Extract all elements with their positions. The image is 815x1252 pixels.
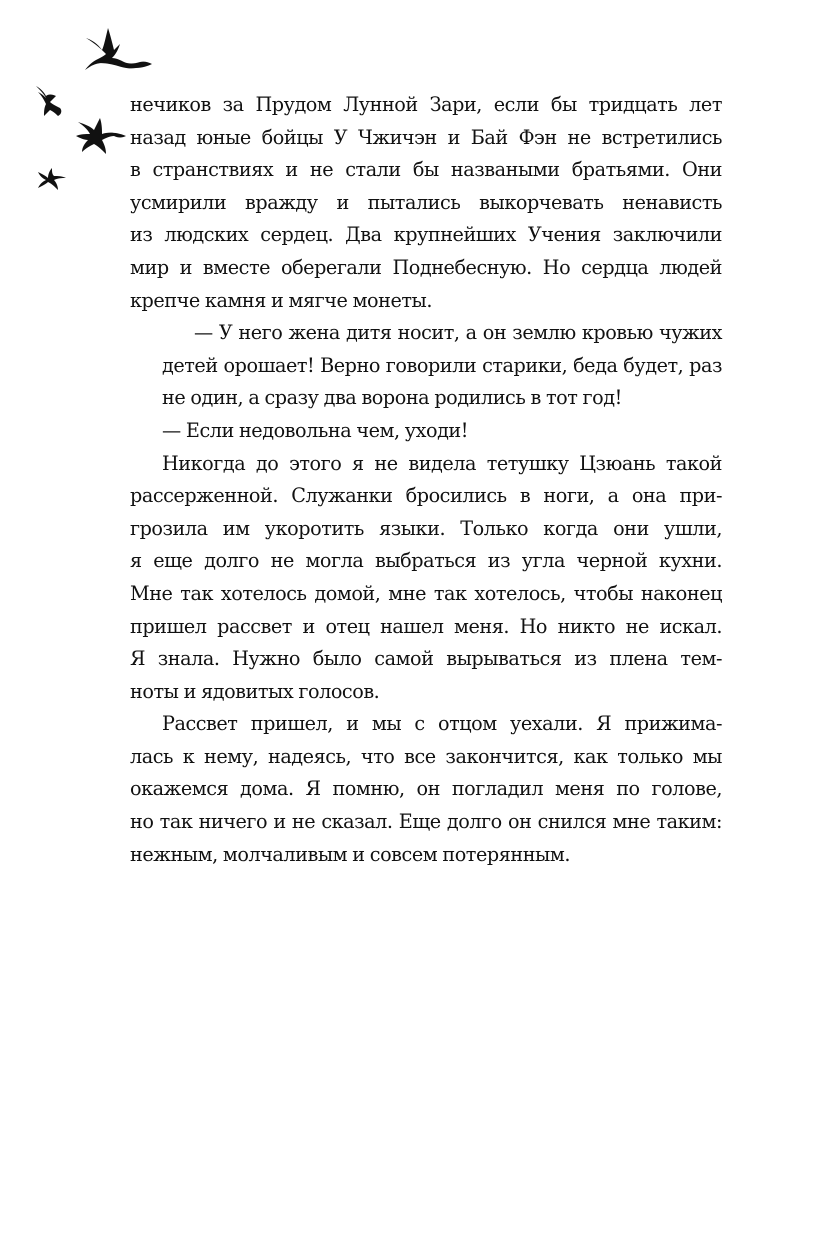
crow-icon xyxy=(70,116,128,158)
text-line: я еще долго не могла выбраться из угла черной кухни. xyxy=(130,549,722,573)
text-line: назад юные бойцы У Чжичэн и Бай Фэн не встретились xyxy=(130,125,722,149)
text-line: в странствиях и не стали бы назваными братьями. Они xyxy=(130,158,722,182)
text-line: грозила им укоротить языки. Только когда они ушли, xyxy=(130,516,722,540)
text-line: Рассвет пришел, и мы с отцом уехали. Я прижима- xyxy=(162,712,722,736)
text-line: из людских сердец. Два крупнейших Учения заключили xyxy=(130,223,722,247)
text-line: детей орошает! Верно говорили старики, беда будет, раз xyxy=(162,353,722,377)
text-line: Мне так хотелось домой, мне так хотелось, чтобы наконец xyxy=(130,581,722,605)
paragraph xyxy=(130,448,722,709)
text-line: — Если недовольна чем, уходи! xyxy=(162,418,469,442)
paragraph xyxy=(130,708,722,871)
crow-icon xyxy=(34,84,64,118)
text-line: лась к нему, надеясь, что все закончится, как только мы xyxy=(130,744,722,768)
text-line: окажемся дома. Я помню, он погладил меня по голове, xyxy=(130,777,722,801)
dialogue-paragraph xyxy=(130,317,722,415)
body-text xyxy=(130,89,722,871)
text-line: нежным, молчаливым и совсем потерянным. xyxy=(130,842,570,866)
text-line: усмирили вражду и пытались выкорчевать ненависть xyxy=(130,190,722,214)
text-line: Я знала. Нужно было самой вырываться из плена тем- xyxy=(130,647,722,671)
text-line: — У него жена дитя носит, а он землю кровью чужих xyxy=(194,321,722,345)
text-line: мир и вместе оберегали Поднебесную. Но сердца людей xyxy=(130,255,722,279)
text-line: нечиков за Прудом Лунной Зари, если бы тридцать лет xyxy=(130,93,722,116)
paragraph xyxy=(130,89,722,317)
crow-icon xyxy=(36,166,68,192)
text-line: не один, а сразу два ворона родились в тот год! xyxy=(162,386,622,410)
text-line: пришел рассвет и отец нашел меня. Но никто не искал. xyxy=(130,614,722,638)
dialogue-paragraph xyxy=(130,415,722,448)
text-line: ноты и ядовитых голосов. xyxy=(130,679,380,703)
text-line: крепче камня и мягче монеты. xyxy=(130,288,433,312)
text-line: Никогда до этого я не видела тетушку Цзюань такой xyxy=(162,451,722,475)
text-line: рассерженной. Служанки бросились в ноги, а она при- xyxy=(130,484,722,508)
crow-icon xyxy=(84,24,154,72)
text-line: но так ничего и не сказал. Еще долго он снился мне таким: xyxy=(130,810,722,834)
